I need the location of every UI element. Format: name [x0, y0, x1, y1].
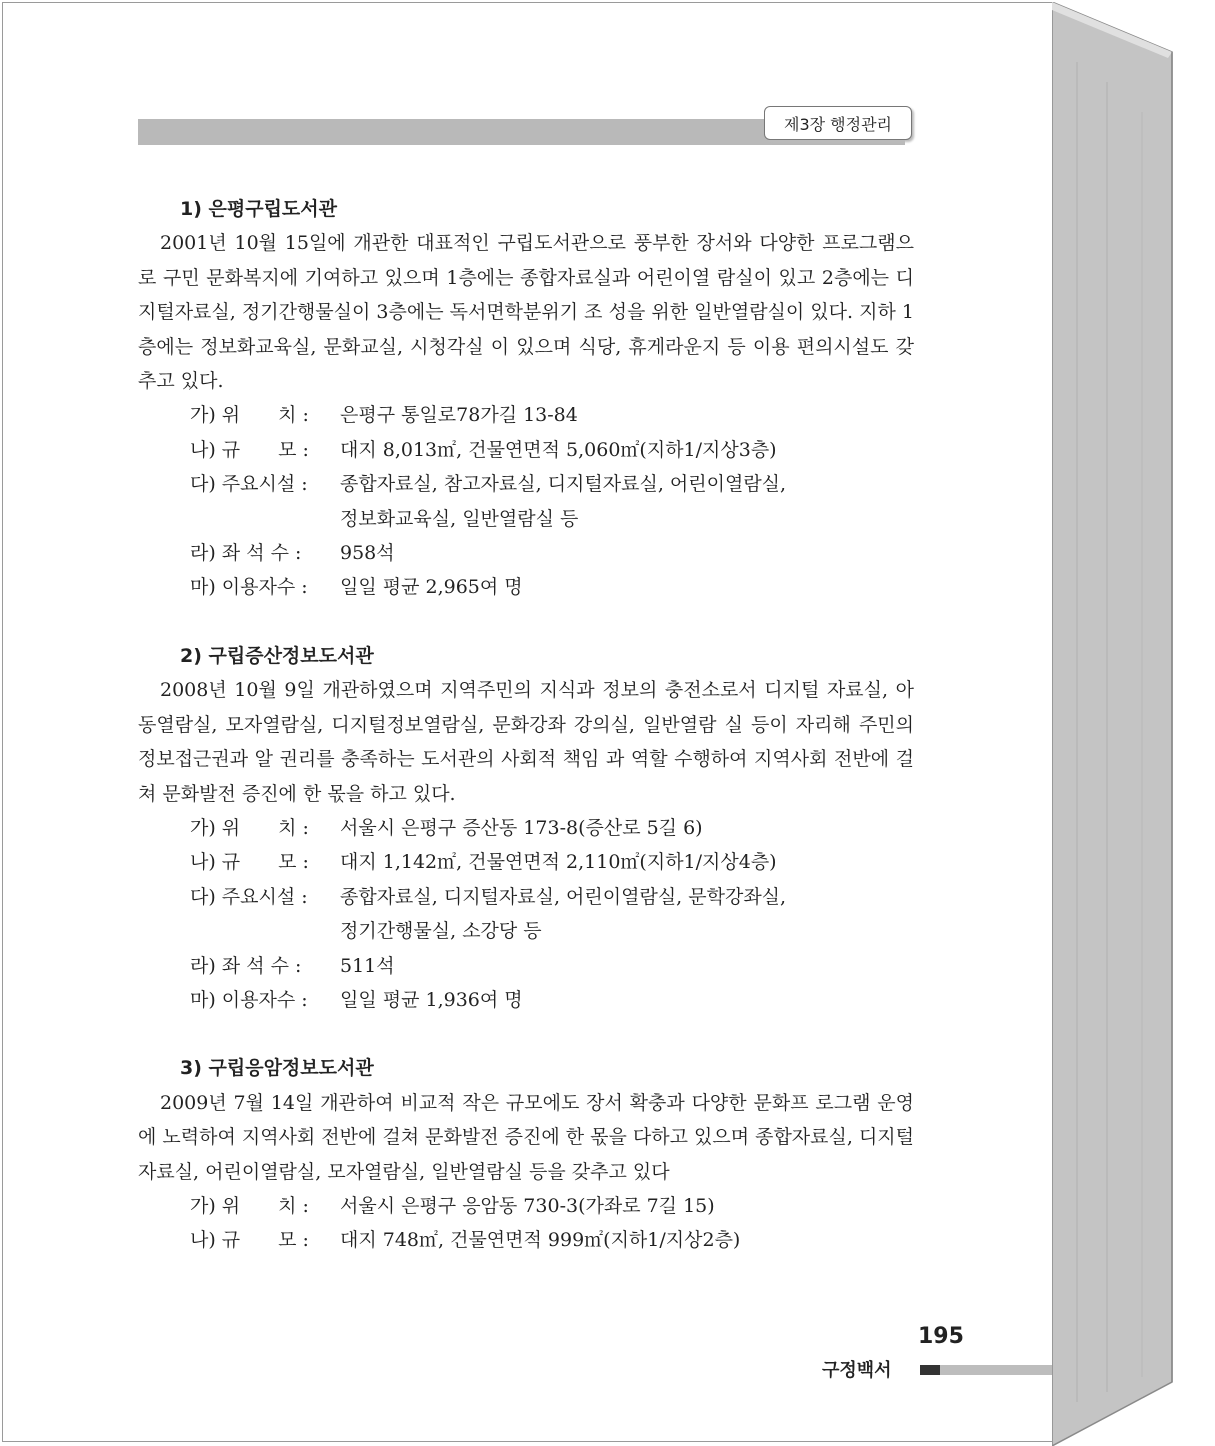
paragraph-line: 람실이 있고 2층에는 디지털자료실, 정기간행물실이 3층에는 독서면학분위기 조 [138, 266, 914, 324]
book-page-stack [1052, 2, 1215, 1446]
paragraph-line: 자료실, 아동열람실, 모자열람실, 디지털정보열람실, 문화강좌 강의실, 일반열람 [138, 679, 914, 736]
paragraph-line: 성을 위한 일반열람실이 있다. 지하 1층에는 정보화교육실, 문화교실, 시청각실 [138, 301, 914, 358]
paragraph-line: 로그램 운영에 노력하여 지역사회 전반에 걸쳐 문화발전 증진에 한 몫을 다하고 [138, 1091, 914, 1149]
paragraph-line: 갖추고 있다 [571, 1160, 670, 1183]
info-item: 마) 이용자수 : 일일 평균 1,936여 명 [190, 988, 523, 1011]
paragraph-line: 2008년 10월 9일 개관하였으며 지역주민의 지식과 정보의 충전소로서 디지털 [160, 679, 820, 702]
info-item: 다) 주요시설 : 종합자료실, 디지털자료실, 어린이열람실, 문학강좌실, [190, 885, 787, 908]
info-item: 나) 규 모 : 대지 8,013㎡, 건물연면적 5,060㎡(지하1/지상3층) [190, 438, 777, 461]
paragraph-line: 프로그램으로 구민 문화복지에 기여하고 있으며 1층에는 종합자료실과 어린이열 [138, 232, 914, 289]
info-item-continuation: 정보화교육실, 일반열람실 등 [340, 507, 579, 530]
paragraph-line: 실 등이 자리해 주민의 정보접근권과 알 권리를 충족하는 도서관의 사회적 책임 [138, 713, 915, 771]
info-item-continuation: 정기간행물실, 소강당 등 [340, 920, 542, 943]
paragraph-line: 있으며 종합자료실, 디지털자료실, 어린이열람실, 모자열람실, 일반열람실 등을 [138, 1126, 915, 1183]
section-paragraph [138, 1086, 914, 1189]
footer-accent [920, 1365, 940, 1375]
section-title: 1) 은평구립도서관 [180, 198, 337, 220]
section-paragraph [138, 673, 914, 811]
section-title: 2) 구립증산정보도서관 [180, 644, 374, 667]
paragraph-line: 2009년 7월 14일 개관하여 비교적 작은 규모에도 장서 확충과 다양한 문화프 [160, 1091, 809, 1114]
paragraph-line: 과 역할 수행하여 지역사회 전반에 걸쳐 문화발전 증진에 한 몫을 하고 있다. [138, 748, 914, 805]
info-item: 나) 규 모 : 대지 748㎡, 건물연면적 999㎡(지하1/지상2층) [190, 1229, 741, 1252]
info-item: 마) 이용자수 : 일일 평균 2,965여 명 [190, 576, 523, 599]
section-paragraph [138, 226, 914, 398]
paragraph-line: 이 있으며 식당, 휴게라운지 등 이용 편의시설도 갖추고 있다. [138, 335, 915, 393]
info-item: 가) 위 치 : 서울시 은평구 증산동 173-8(증산로 5길 6) [190, 816, 703, 839]
paragraph-line: 2001년 10월 15일에 개관한 대표적인 구립도서관으로 풍부한 장서와 다양한 [160, 232, 815, 255]
section-title: 3) 구립응암정보도서관 [180, 1057, 374, 1080]
page-number: 195 [918, 1324, 964, 1349]
document-body [138, 192, 914, 1258]
info-item: 라) 좌 석 수 : 511석 [190, 954, 395, 977]
info-item: 가) 위 치 : 서울시 은평구 응암동 730-3(가좌로 7길 15) [190, 1194, 715, 1217]
info-item: 나) 규 모 : 대지 1,142㎡, 건물연면적 2,110㎡(지하1/지상4층) [190, 851, 777, 874]
info-item: 가) 위 치 : 은평구 통일로78가길 13-84 [190, 404, 578, 427]
footer-bar [940, 1365, 1052, 1375]
info-item: 다) 주요시설 : 종합자료실, 참고자료실, 디지털자료실, 어린이열람실, [190, 473, 787, 496]
info-item: 라) 좌 석 수 : 958석 [190, 542, 395, 565]
chapter-tab: 제3장 행정관리 [764, 106, 912, 140]
book-title: 구정백서 [822, 1360, 892, 1381]
